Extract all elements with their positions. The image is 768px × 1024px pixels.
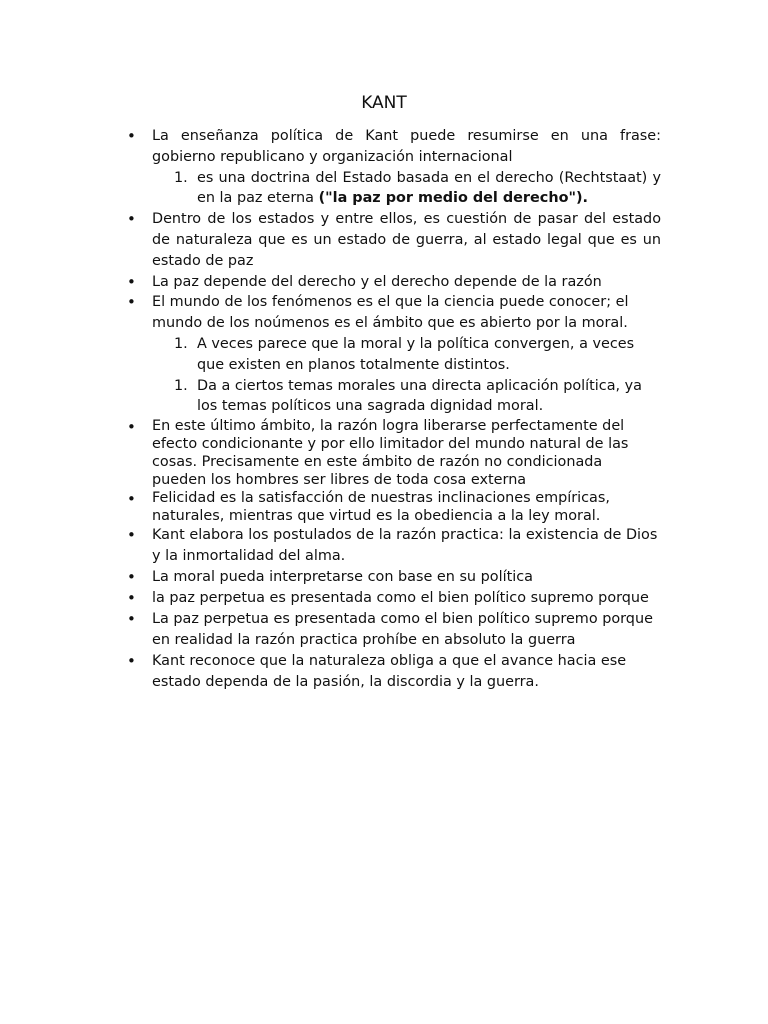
- numbered-item-bold-text: ("la paz por medio del derecho").: [318, 190, 588, 207]
- bullet-item: [116, 209, 661, 271]
- bullet-text: la paz perpetua es presentada como el bien político supremo porque: [152, 589, 649, 606]
- bullet-item: [116, 417, 661, 489]
- bullet-text: Kant elabora los postulados de la razón practica: la existencia de Dios y la inmortalidad del alma.: [152, 527, 658, 564]
- bullet-text: Dentro de los estados y entre ellos, es cuestión de pasar del estado de naturaleza que es un estado de guerra, al estado legal que es un estado de paz: [152, 211, 661, 269]
- bullet-item: [116, 567, 661, 588]
- numbered-item-text: es una doctrina del Estado basada en el derecho (Rechtstaat) y en la paz eterna: [197, 169, 661, 207]
- numbered-item: [116, 334, 661, 376]
- numbered-sub-list: [116, 168, 661, 210]
- numbered-item: [116, 376, 661, 418]
- bullet-text: La moral pueda interpretarse con base en su política: [152, 568, 533, 585]
- numbered-item: [116, 168, 661, 210]
- numbered-item-text: Da a ciertos temas morales una directa aplicación política, ya los temas políticos una sagrada dignidad moral.: [197, 377, 642, 415]
- item-number: 1.: [174, 169, 188, 186]
- numbered-sub-list: [116, 334, 661, 417]
- sub-list-wrapper: [116, 334, 661, 417]
- bullet-text: El mundo de los fenómenos es el que la ciencia puede conocer; el mundo de los noúmenos es el ámbito que es abierto por la moral.: [152, 294, 629, 332]
- bullet-item: [116, 525, 661, 567]
- bullet-item: [116, 588, 661, 609]
- bullet-text: La paz depende del derecho y el derecho depende de la razón: [152, 273, 602, 290]
- document-body: [116, 126, 661, 693]
- item-number: 1.: [174, 335, 188, 352]
- numbered-item-text: A veces parece que la moral y la política convergen, a veces que existen en planos totalmente distintos.: [197, 335, 635, 373]
- document-title: KANT: [361, 93, 407, 113]
- item-number: 1.: [174, 377, 188, 394]
- bullet-item: [116, 651, 661, 693]
- bullet-item: [116, 272, 661, 293]
- bullet-item: [116, 126, 661, 168]
- bullet-text: Kant reconoce que la naturaleza obliga a que el avance hacia ese estado dependa de la pasión, la discordia y la guerra.: [152, 652, 627, 690]
- bullet-item: [116, 292, 661, 334]
- bullet-text: La enseñanza política de Kant puede resumirse en una frase: gobierno republicano y organización internacional: [152, 128, 661, 165]
- sub-list-wrapper: [116, 168, 661, 210]
- bullet-text: La paz perpetua es presentada como el bien político supremo porque en realidad la razón practica prohíbe en absoluto la guerra: [152, 611, 653, 649]
- bullet-list: [116, 126, 661, 693]
- bullet-text: Felicidad es la satisfacción de nuestras inclinaciones empíricas, naturales, mientras que virtud es la obediencia a la ley moral.: [152, 490, 610, 525]
- bullet-item: [116, 489, 661, 525]
- bullet-item: [116, 609, 661, 651]
- bullet-text: En este último ámbito, la razón logra liberarse perfectamente del efecto condicionante y por ello limitador del mundo natural de las cosas. Precisamente en este ámbito de razón no condicionada pueden los hombres ser libres de toda cosa externa: [152, 418, 629, 489]
